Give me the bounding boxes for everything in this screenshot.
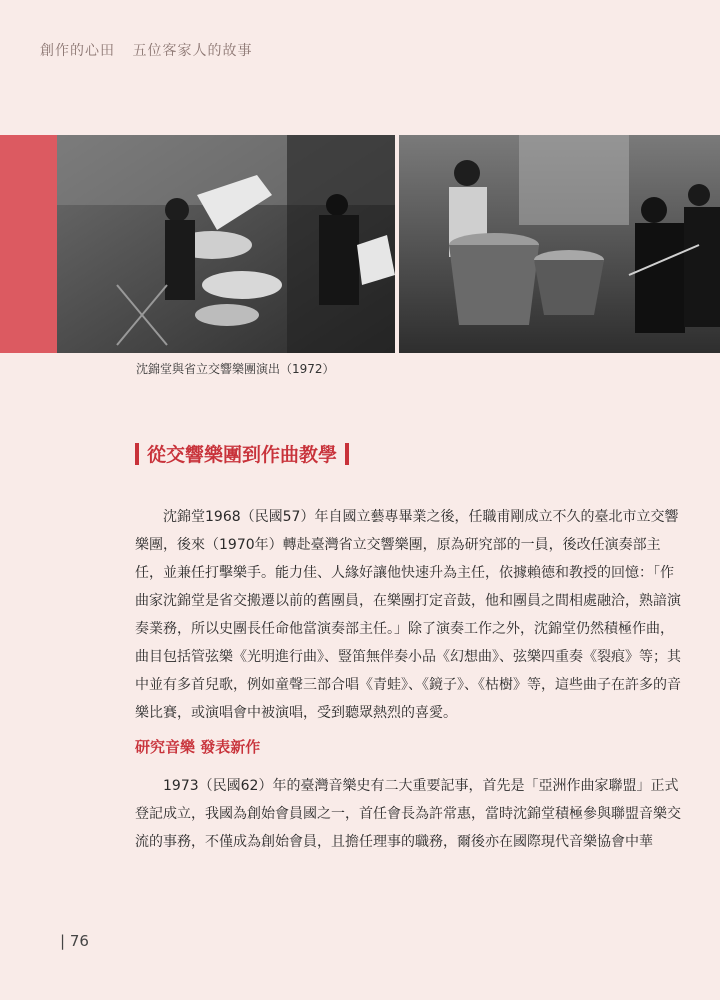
- photo-caption: 沈錦堂與省立交響樂團演出（1972）: [136, 362, 335, 376]
- running-head: [40, 40, 252, 60]
- page-number: [60, 932, 89, 950]
- heading-bar-left: [135, 443, 139, 465]
- sub-heading: 研究音樂 發表新作: [135, 738, 261, 756]
- photo-right-illustration: [399, 135, 720, 353]
- paragraph-1-text: 沈錦堂1968（民國57）年自國立藝專畢業之後，任職甫剛成立不久的臺北市立交響樂團，後來（1970年）轉赴臺灣省立交響樂團，原為研究部的一員，後改任演奏部主任，並兼任打擊樂手。能力佳、人緣好讓他快速升為主任，依據賴德和教授的回憶：「作曲家沈錦堂是省交搬遷以前的舊團員，在樂團打定音鼓，他和團員之間相處融洽，熟諳演奏業務，所以史團長任命他當演奏部主任。」除了演奏工作之外，沈錦堂仍然積極作曲，曲目包括管弦樂《光明進行曲》、豎笛無伴奏小品《幻想曲》、弦樂四重奏《裂痕》等；其中並有多首兒歌，例如童聲三部合唱《青蛙》、《鏡子》、《枯樹》等，這些曲子在許多的音樂比賽，或演唱會中被演唱，受到聽眾熱烈的喜愛。: [135, 509, 681, 721]
- body-paragraph-1: [135, 503, 683, 727]
- photo-orchestra-right: [399, 135, 720, 353]
- running-head-book: 五位客家人的故事: [132, 43, 253, 59]
- folio-rule: |: [60, 932, 70, 950]
- running-head-section: 創作的心田: [40, 43, 115, 59]
- body-paragraph-2: [135, 772, 683, 856]
- photo-left-illustration: [57, 135, 395, 353]
- accent-bar: [0, 135, 57, 353]
- section-heading: [135, 440, 349, 467]
- heading-bar-right: [345, 443, 349, 465]
- photo-orchestra-left: [57, 135, 395, 353]
- section-heading-text: 從交響樂團到作曲教學: [147, 444, 338, 466]
- paragraph-2-text: 1973（民國62）年的臺灣音樂史有二大重要記事，首先是「亞洲作曲家聯盟」正式登記成立，我國為創始會員國之一，首任會長為許常惠，當時沈錦堂積極參與聯盟音樂交流的事務，不僅成為創始會員，且擔任理事的職務，爾後亦在國際現代音樂協會中華: [135, 778, 681, 850]
- page-number-value: 76: [69, 932, 89, 950]
